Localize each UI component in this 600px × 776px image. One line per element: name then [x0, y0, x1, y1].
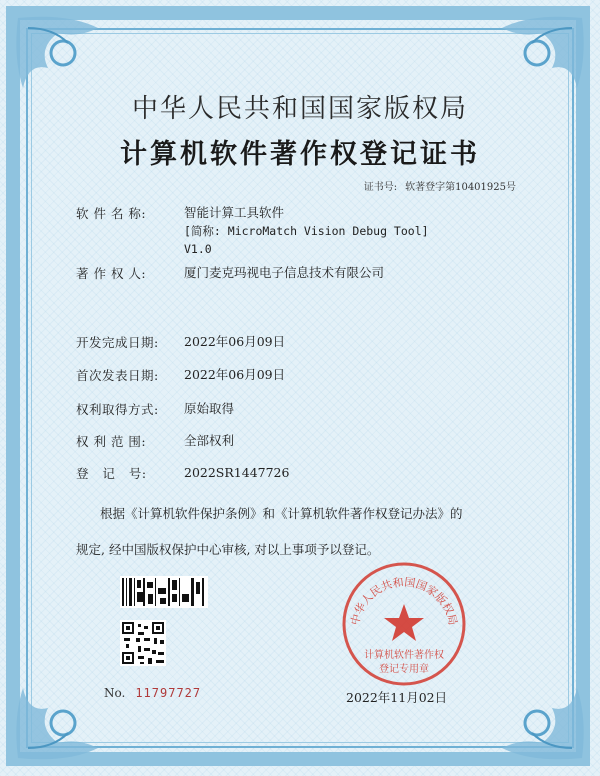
seal-inner-line1: 计算机软件著作权 — [364, 650, 444, 661]
acquisition-value: 原始取得 — [184, 401, 235, 416]
dev-date-row — [76, 333, 285, 351]
scope-label: 权 利 范 围: — [76, 434, 147, 449]
owner-label: 著 作 权 人: — [76, 266, 147, 281]
issuing-authority: 中华人民共和国国家版权局 — [131, 94, 468, 124]
seal-star-icon — [384, 604, 424, 641]
owner-value: 厦门麦克玛视电子信息技术有限公司 — [184, 265, 385, 280]
qr-code — [120, 620, 166, 666]
software-name-label: 软 件 名 称: — [76, 206, 147, 221]
pub-date-row — [76, 366, 285, 384]
acquisition-label: 权利取得方式: — [76, 402, 159, 417]
registration-value: 2022SR1447726 — [184, 465, 290, 480]
scope-row — [76, 432, 234, 450]
certificate-number-value: 软著登字第10401925号 — [405, 182, 516, 193]
acquisition-row — [76, 400, 234, 418]
corner-ornament-bottom-left — [8, 668, 128, 768]
software-version: V1.0 — [184, 242, 212, 256]
pub-date-value: 2022年06月09日 — [184, 367, 286, 382]
registration-label: 登 记 号: — [76, 466, 147, 481]
serial-number-label: No. — [104, 686, 126, 700]
issue-date: 2022年11月02日 — [346, 690, 448, 705]
serial-number — [104, 686, 201, 700]
dev-date-value: 2022年06月09日 — [184, 334, 286, 349]
corner-ornament-bottom-right — [472, 668, 592, 768]
body-text-line2: 规定, 经中国版权保护中心审核, 对以上事项予以登记。 — [76, 542, 380, 557]
software-short-name: [简称: MicroMatch Vision Debug Tool] — [184, 224, 429, 238]
dev-date-label: 开发完成日期: — [76, 335, 159, 350]
pub-date-label: 首次发表日期: — [76, 368, 159, 383]
registration-row — [76, 464, 289, 482]
software-name-value — [184, 204, 429, 258]
body-text-line1: 根据《计算机软件保护条例》和《计算机软件著作权登记办法》的 — [100, 506, 463, 521]
seal-inner-line2: 登记专用章 — [379, 664, 429, 675]
barcode — [120, 576, 208, 608]
official-seal — [340, 560, 468, 688]
certificate-number — [364, 178, 516, 193]
serial-number-value: 11797727 — [135, 686, 202, 700]
software-full-name: 智能计算工具软件 — [184, 205, 285, 220]
certificate-number-label: 证书号: — [363, 182, 398, 193]
certificate-title: 计算机软件著作权登记证书 — [120, 139, 480, 170]
owner-row — [76, 264, 384, 282]
software-name-row — [76, 204, 429, 258]
seal-ring-text: 中华人民共和国国家版权局 — [348, 575, 460, 627]
scope-value: 全部权利 — [184, 433, 235, 448]
